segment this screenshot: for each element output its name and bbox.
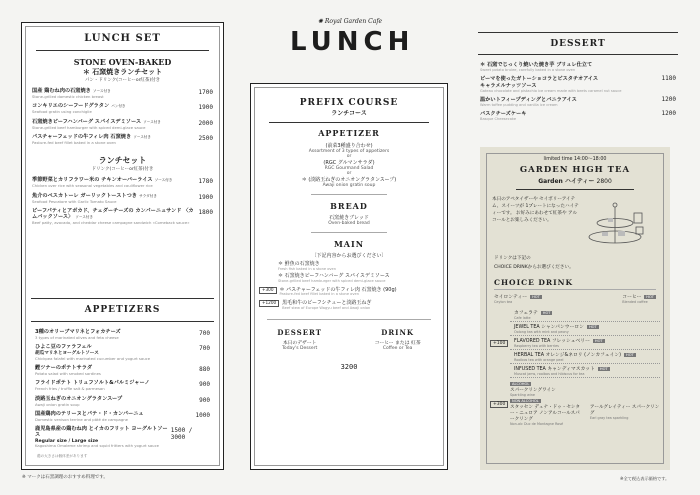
menu-item-name: 石窯焼きビーフハンバーグ スパイスデミソース ソース付き Stone-grilled beef hamburger with spiced demi-glace sauce bbox=[32, 118, 161, 130]
plus100-badge: +100 bbox=[490, 340, 508, 347]
divider bbox=[31, 321, 214, 322]
app3-en: Awaji onion gratin soup bbox=[322, 183, 376, 188]
brand-name: ✺ Royal Garden Cafe bbox=[317, 18, 383, 25]
menu-item-price: 1500 / 3000 bbox=[170, 427, 193, 442]
main-item-surcharge: +1200 bbox=[259, 300, 279, 307]
stone-oven-title: STONE OVEN-BAKED bbox=[73, 57, 172, 67]
dessert-item-price: 1180 bbox=[661, 75, 676, 82]
bread-jp: 石窯焼きブレッド bbox=[329, 215, 369, 221]
menu-item-price: 2500 bbox=[198, 134, 213, 142]
base-drink: セイロンティー HOT Ceylon tea bbox=[494, 295, 540, 304]
dessert-section bbox=[478, 32, 678, 124]
or-label: or bbox=[346, 171, 352, 176]
bread-heading: BREAD bbox=[330, 201, 368, 211]
dessert-jp: 本日のデザート bbox=[282, 340, 317, 346]
menu-item-name: 国産 鶏むね肉の石窯焼き ソース付き Stone-grilled domestic chicken breast bbox=[32, 88, 111, 99]
prefix-title: PREFIX COURSE bbox=[299, 98, 399, 108]
menu-item-price: 900 bbox=[199, 381, 210, 389]
garden-high-tea-card bbox=[480, 147, 670, 470]
appetizers-title: APPETIZERS bbox=[84, 305, 161, 315]
choice-drink-title: CHOICE DRINK bbox=[494, 278, 574, 287]
dessert-item bbox=[478, 75, 678, 93]
lunch-set2-note: ドリンク(コーヒーor紅茶)付き bbox=[91, 167, 154, 173]
dessert-item-name: ＊ 石窯でじっくり焼いた焼き芋 ブリュレ仕立て Sweet potato brulee, carefully baked in a stone oven bbox=[480, 62, 593, 72]
main-item-name: ＊ 石窯焼きビーフハンバーグ スパイスデミソース Stone-grilled beef hamburger with spiced demi-glace sauce bbox=[278, 273, 390, 283]
prefix-subtitle: ランチコース bbox=[331, 110, 367, 117]
stone-oven-note: パン・ドリンク(コーヒーor紅茶)付き bbox=[84, 78, 161, 83]
tea-item-name: INFUSED TEA キャンディマスカット HOT Muscat jams, rooibos and hibiscus for tea bbox=[514, 367, 608, 376]
menu-item-name: パスチャーフェッドの牛フィレ肉 石窯焼き ソース付き Pasture-fed beef fillet baked in a stone oven bbox=[32, 133, 151, 145]
lunch-set2-title: ランチセット bbox=[98, 155, 147, 166]
menu-item-price: 900 bbox=[199, 396, 210, 404]
menu-item bbox=[25, 330, 220, 340]
na2-col: アールグレイティー スパークリング Earl gray tea sparkling bbox=[589, 405, 660, 420]
tea-item-name: JEWEL TEA シャンパンウーロン HOT Oolong tea with mint and peony bbox=[514, 325, 597, 334]
appetizer-list bbox=[25, 330, 220, 449]
garden-inner-frame bbox=[486, 153, 664, 464]
stone-oven-subtitle: ＊ 石窯焼きランチセット bbox=[82, 67, 163, 76]
menu-item-price: 2000 bbox=[198, 119, 213, 127]
menu-item-name: コンキリエのシーフードグラタン パン付き Seafood gratin using conchiglie bbox=[32, 103, 126, 115]
dessert-item-name: 温かいトフィープディングとバニラアイス Warm toffee pudding and vanilla ice cream bbox=[480, 97, 577, 107]
bread-en: Oven-baked bread bbox=[328, 221, 370, 226]
dessert-item-price: 1200 bbox=[661, 96, 676, 103]
dessert-heading: DESSERT bbox=[277, 327, 322, 337]
menu-item-name: 3種のオリーブマリネとフォカチーズ 3 types of marinated olives and feta cheese bbox=[35, 329, 121, 340]
menu-item bbox=[25, 381, 220, 391]
app3: ＊ (淡路玉ねぎのオニオングラタンスープ) bbox=[301, 177, 397, 183]
menu-item-name: 季節野菜とカリフラワー米の チキンオーバーライス ソース付き Chicken over rice with seasonal vegetables and cauliflower rice bbox=[32, 177, 173, 189]
drink-heading: DRINK bbox=[381, 327, 414, 337]
divider bbox=[478, 32, 678, 33]
appetizer-footnote: 鶏の大きさは個体差があります bbox=[37, 453, 88, 458]
menu-item-name: 鰹ツナーのポテトサラダ Potato salad with smoked sardines bbox=[35, 364, 101, 376]
garden-title: GARDEN HIGH TEA bbox=[519, 165, 631, 175]
divider bbox=[478, 54, 678, 55]
drink-note2: CHOICE DRINKからお選びください。 bbox=[494, 265, 574, 270]
appetizer-heading: APPETIZER bbox=[318, 128, 380, 138]
drink-en: Coffee or Tea bbox=[382, 345, 413, 351]
dessert-item-price: 1200 bbox=[661, 110, 676, 117]
sparkling-en: Sparkling wine bbox=[510, 393, 535, 397]
lunch-set-title: LUNCH SET bbox=[84, 33, 161, 44]
tea-item-name: FLAVORED TEA フレッシュベリー HOT Raspberry tea with berries bbox=[514, 339, 603, 348]
prefix-course-card bbox=[250, 83, 448, 470]
alcohol-tag: ALCOHOL bbox=[512, 382, 530, 386]
dessert-list bbox=[478, 61, 678, 121]
menu-item-price: 1800 bbox=[198, 208, 213, 216]
na1-col: スタッセン デュナ・ドゥ・セシター・ニュロア ノンアルコールスパークリング Non-alc Duc de Montagne Rosé bbox=[510, 405, 580, 426]
menu-item-name: ひよこ豆のファラフェル 胡瓜マリネとヨーグルトソース Chickpea falafel with marinated cucumber and yogurt sauce bbox=[35, 344, 151, 361]
dessert-en: Today's Dessert bbox=[281, 345, 318, 351]
drink-note1: ドリンクは下記の bbox=[494, 256, 531, 261]
menu-item-price: 880 bbox=[199, 365, 210, 373]
stone-oven-legend: ※ マークは石窯調理のおすすめ料理です。 bbox=[22, 475, 108, 480]
sparkling: スパークリングワイン bbox=[510, 388, 556, 393]
menu-item-price: 700 bbox=[199, 330, 210, 337]
dessert-title: DESSERT bbox=[550, 39, 606, 49]
tea-item-name: カフェラテ HOT Cafe latte bbox=[514, 311, 551, 320]
base-drink: コーヒー HOT Blended coffee bbox=[622, 295, 654, 304]
main-item-surcharge: +300 bbox=[259, 287, 277, 294]
divider bbox=[31, 298, 214, 299]
sun-icon: ✺ bbox=[317, 18, 325, 25]
app2-en: RGC Gourmand Salad bbox=[324, 166, 374, 171]
menu-item-name: ビーフパティとアボカド、チェダーチーズの カンパーニュサンド 〈カムバックソース〉 ソース付き Beef patty, avocado, and cheddar cheese campagne sandwich «Comeback sauce» bbox=[32, 207, 194, 225]
dessert-item bbox=[478, 110, 678, 121]
app1: (前菜3種盛り合わせ) bbox=[325, 143, 373, 149]
menu-item-name: 鹿児島県産の鶏むね肉 とイカのフリット ヨーグルトソース Regular size / Large size Kagoshima Omaleme shrimp and squid fritters with yogurt sauce bbox=[35, 426, 168, 449]
course-price: 3200 bbox=[340, 362, 358, 371]
limited-time: limited time 14:00～18:00 bbox=[543, 157, 607, 162]
menu-item-name: 淡路玉ねぎのオニオングラタンスープ Awaji onion gratin soup bbox=[35, 395, 123, 407]
menu-item bbox=[25, 397, 220, 407]
garden-subtitle: Garden ハイティー 2800 bbox=[538, 178, 612, 185]
main-item-name: ＊ パスチャーフェッドの牛フィレ肉 石窯焼き (90g) Pasture-fed beef fillet baked in a stone oven bbox=[279, 286, 397, 297]
or-label: or bbox=[346, 154, 352, 159]
menu-item-price: 1700 bbox=[198, 89, 213, 96]
page-title: LUNCH bbox=[290, 27, 415, 57]
dessert-item bbox=[478, 96, 678, 107]
logo bbox=[290, 18, 415, 57]
appetizers-section bbox=[25, 298, 220, 459]
app2: (RGC グルマンサラダ) bbox=[323, 160, 375, 166]
tax-note: ※全て税込表示価格です。 bbox=[620, 476, 670, 481]
prefix-inner-frame bbox=[254, 87, 444, 466]
menu-item-name: 魚介のペスカトーレ ガーリックトーストつき サラダ付き Seafood Pescatore with Garlic Tomato Sauce bbox=[32, 192, 157, 204]
menu-item-price: 1900 bbox=[198, 193, 213, 201]
nonalc-tag: NON ALCOHOL bbox=[512, 399, 539, 403]
menu-item-name: 国産鶏肉のテリーヌとパテ・ド・カンパーニュ Domestic venison terrine and pâté de campagne bbox=[35, 410, 144, 422]
main-item-name: ＊ 鮮魚の石窯焼き Fresh fish baked in a stone oven bbox=[278, 261, 337, 271]
menu-item bbox=[25, 412, 220, 422]
drink-jp: コーヒー または 紅茶 bbox=[374, 340, 421, 346]
main-heading: MAIN bbox=[333, 239, 365, 249]
menu-item-price: 1000 bbox=[195, 411, 210, 419]
menu-item bbox=[25, 345, 220, 361]
menu-item-price: 700 bbox=[199, 345, 210, 353]
dessert-item-name: バスクチーズケーキ Basque Cheesecake bbox=[480, 111, 527, 121]
app1-en: Assortment of 3 types of appetizers bbox=[308, 149, 390, 154]
garden-desc: 本日のアペタイザーや セイボリーアイテム、スイーツが 1プレートになったハイティーです。 お好みにあわせて紅茶や アルコールとお楽しみください。 bbox=[492, 197, 579, 223]
menu-item-price: 1780 bbox=[198, 178, 213, 186]
main-item-name: 黒毛和牛のビーフシチューと淡路玉ねぎ Beef stew of Europe Wagyu beef and Awaji onion bbox=[282, 300, 372, 310]
main-note: 〔下記内容からお選びください〕 bbox=[311, 253, 387, 259]
menu-item-price: 1900 bbox=[198, 104, 213, 112]
dessert-item-name: ピーマを使ったガトーショコラとピスタチオアイス キャラメルナッツソース Gateau chocolate and pistachio ice cream made with beets caramel nut sauce bbox=[480, 76, 622, 93]
menu-item bbox=[25, 427, 220, 449]
menu-item-name: フライドポテト トリュフソルト&パルミジャーノ French fries / truffle salt & parmesan bbox=[35, 380, 150, 392]
dessert-item bbox=[478, 61, 678, 72]
menu-item bbox=[25, 366, 220, 376]
tea-item-name: HERBAL TEA オレンジ&ネロリ (ノンカフェイン) HOT Rooibos tea with orange peel bbox=[514, 353, 634, 362]
plus300-badge: +300 bbox=[490, 401, 508, 408]
